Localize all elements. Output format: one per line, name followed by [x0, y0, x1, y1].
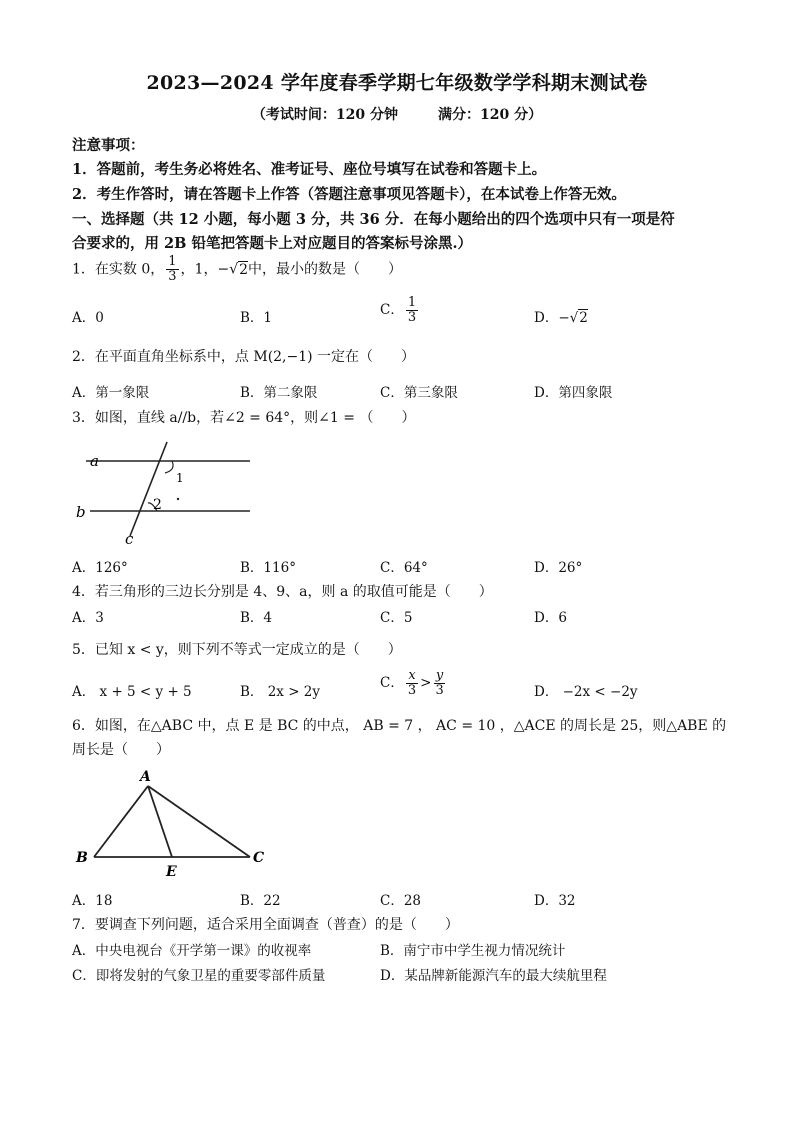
q1-option-a: A．0	[72, 310, 104, 326]
label-A: A	[140, 769, 151, 785]
q4-option-a: A．3	[72, 610, 104, 626]
q2-option-c: C．第三象限	[380, 385, 458, 401]
label-b: b	[76, 503, 86, 521]
exam-score: 满分：120 分）	[438, 107, 543, 123]
q5-option-a: A． x + 5 < y + 5	[72, 684, 192, 700]
section1-instructions-line1: 一、选择题（共 12 小题，每小题 3 分，共 36 分．在每小题给出的四个选项中只有一项是符	[72, 211, 675, 228]
label-B: B	[76, 850, 88, 866]
segment-ae	[148, 786, 172, 857]
q5-option-c: C． $\frac{x}{3}$ > $\frac{y}{3}$	[380, 668, 444, 698]
label-angle-2: 2	[153, 497, 162, 513]
q1-option-c: C． $\frac{1}{3}$	[380, 295, 417, 325]
sqrt-icon: √	[569, 310, 579, 326]
question-3-stem: 3．如图，直线 a//b，若∠2 = 64°，则∠1 = （ ）	[72, 410, 416, 426]
label-angle-1: 1	[176, 471, 184, 485]
exam-subtitle	[0, 104, 794, 124]
label-c: c	[125, 530, 134, 548]
q2-option-d: D．第四象限	[534, 385, 613, 401]
q3-option-a: A．126°	[72, 560, 128, 576]
question-4-stem: 4．若三角形的三边长分别是 4、9、a，则 a 的取值可能是（ ）	[72, 584, 493, 600]
notice-item-2: 2．考生作答时，请在答题卡上作答（答题注意事项见答题卡），在本试卷上作答无效。	[72, 186, 626, 203]
fraction-one-third: $\frac{1}{3}$	[168, 254, 177, 284]
q6-option-c: C．28	[380, 893, 422, 909]
exam-title: 2023—2024 学年度春季学期七年级数学学科期末测试卷	[146, 72, 648, 94]
side-ab	[94, 786, 148, 857]
label-C: C	[253, 850, 265, 866]
q4-option-b: B．4	[240, 610, 273, 626]
q3-option-b: B．116°	[240, 560, 296, 576]
sqrt-icon: √	[229, 261, 239, 278]
q4-option-c: C．5	[380, 610, 413, 626]
notice-heading: 注意事项：	[72, 137, 145, 154]
q1-option-d: D．−√2	[534, 310, 588, 326]
question-2-stem: 2．在平面直角坐标系中，点 M(2,−1) 一定在（ ）	[72, 349, 416, 365]
q2-option-a: A．第一象限	[72, 385, 150, 401]
question-7-stem: 7．要调查下列问题，适合采用全面调查（普查）的是（ ）	[72, 917, 459, 933]
q6-option-a: A．18	[72, 893, 113, 909]
q7-option-b: B．南宁市中学生视力情况统计	[380, 943, 566, 959]
line-c	[130, 442, 167, 536]
question-6-stem-line2: 周长是（ ）	[72, 742, 170, 758]
notice-item-1: 1．答题前，考生务必将姓名、准考证号、座位号填写在试卷和答题卡上。	[72, 161, 547, 178]
question-5-stem: 5．已知 x < y，则下列不等式一定成立的是（ ）	[72, 642, 402, 658]
q6-option-b: B．22	[240, 893, 281, 909]
parallel-lines-figure	[72, 440, 262, 552]
q7-option-a: A．中央电视台《开学第一课》的收视率	[72, 943, 312, 959]
label-E: E	[166, 864, 177, 880]
dot-mark	[177, 498, 179, 500]
q3-option-d: D．26°	[534, 560, 583, 576]
question-1-stem: 1．在实数 0， $\frac{1}{3}$ ，1，−√2中，最小的数是（ ）	[72, 254, 403, 284]
side-ac	[148, 786, 250, 857]
q5-option-b: B． 2x > 2y	[240, 684, 321, 700]
q7-option-c: C．即将发射的气象卫星的重要零部件质量	[72, 968, 326, 984]
q1-option-b: B．1	[240, 310, 273, 326]
triangle-figure	[72, 764, 272, 880]
q2-option-b: B．第二象限	[240, 385, 318, 401]
question-6-stem-line1: 6．如图，在△ABC 中，点 E 是 BC 的中点， AB = 7 ， AC = 10 ，△ACE 的周长是 25，则△ABE 的	[72, 718, 727, 734]
exam-time: （考试时间：120 分钟	[251, 107, 398, 123]
section1-instructions-line2: 合要求的，用 2B 铅笔把答题卡上对应题目的答案标号涂黑.）	[72, 235, 472, 252]
angle-1-arc	[165, 461, 173, 473]
q4-option-d: D．6	[534, 610, 567, 626]
q3-option-c: C．64°	[380, 560, 428, 576]
q5-option-d: D． −2x < −2y	[534, 684, 638, 700]
label-a: a	[90, 452, 99, 470]
q6-option-d: D．32	[534, 893, 576, 909]
q7-option-d: D．某品牌新能源汽车的最大续航里程	[380, 968, 607, 984]
